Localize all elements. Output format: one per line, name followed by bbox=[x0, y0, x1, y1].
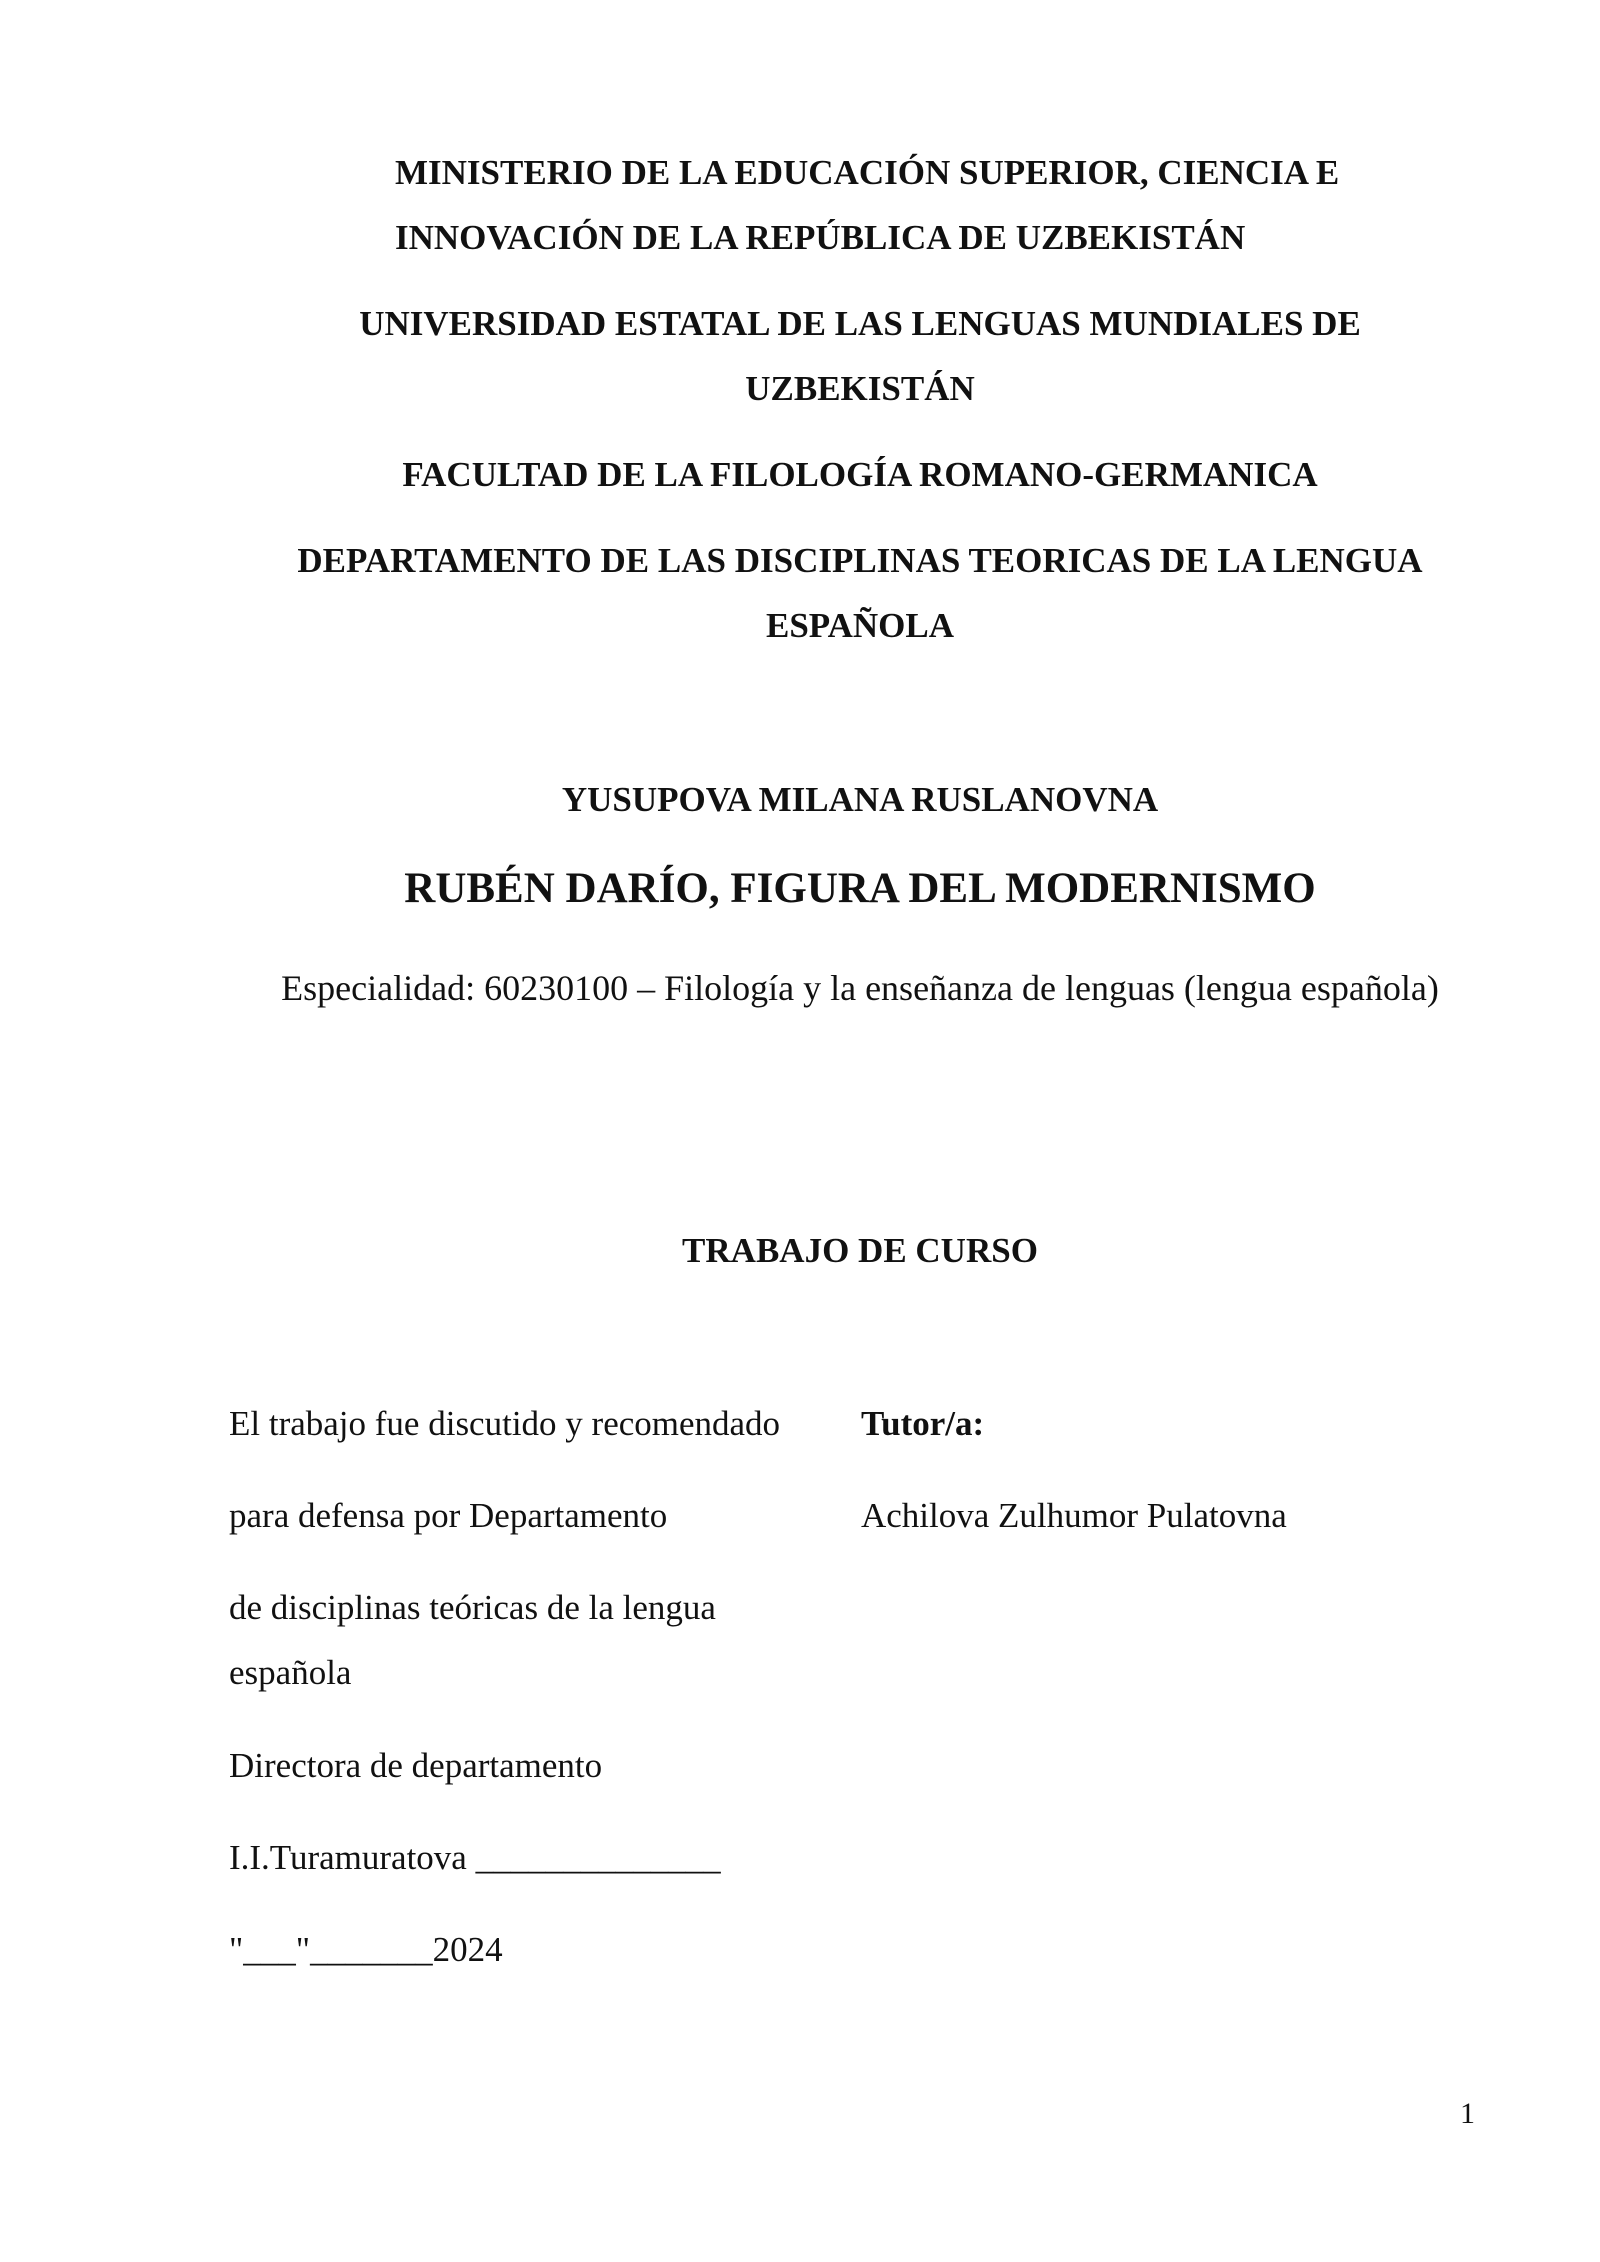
author-name: YUSUPOVA MILANA RUSLANOVNA bbox=[561, 780, 1159, 819]
faculty-name: FACULTAD DE LA FILOLOGÍA ROMANO-GERMANICA bbox=[402, 455, 1318, 494]
director-signature: I.I.Turamuratova ______________ bbox=[229, 1838, 721, 1877]
approval-date: "___"_______2024 bbox=[229, 1930, 503, 1969]
approval-line-3: de disciplinas teóricas de la lengua bbox=[229, 1588, 716, 1627]
university-line-2: UZBEKISTÁN bbox=[745, 369, 975, 408]
page-number: 1 bbox=[1460, 2097, 1475, 2130]
tutor-label: Tutor/a: bbox=[861, 1404, 985, 1443]
director-title: Directora de departamento bbox=[229, 1746, 603, 1785]
department-line-1: DEPARTAMENTO DE LAS DISCIPLINAS TEORICAS DE LA LENGUA bbox=[297, 541, 1423, 580]
ministry-line-2: INNOVACIÓN DE LA REPÚBLICA DE UZBEKISTÁN bbox=[395, 218, 1246, 257]
tutor-name: Achilova Zulhumor Pulatovna bbox=[861, 1496, 1287, 1535]
ministry-line-1: MINISTERIO DE LA EDUCACIÓN SUPERIOR, CIENCIA E bbox=[395, 153, 1340, 192]
specialty: Especialidad: 60230100 – Filología y la enseñanza de lenguas (lengua española) bbox=[281, 968, 1439, 1008]
thesis-title: RUBÉN DARÍO, FIGURA DEL MODERNISMO bbox=[404, 865, 1316, 912]
approval-line-2: para defensa por Departamento bbox=[229, 1496, 668, 1535]
department-line-2: ESPAÑOLA bbox=[766, 606, 954, 645]
approval-line-4: española bbox=[229, 1653, 352, 1692]
approval-line-1: El trabajo fue discutido y recomendado bbox=[229, 1404, 781, 1443]
university-line-1: UNIVERSIDAD ESTATAL DE LAS LENGUAS MUNDIALES DE bbox=[359, 304, 1361, 343]
work-type: TRABAJO DE CURSO bbox=[682, 1231, 1038, 1270]
